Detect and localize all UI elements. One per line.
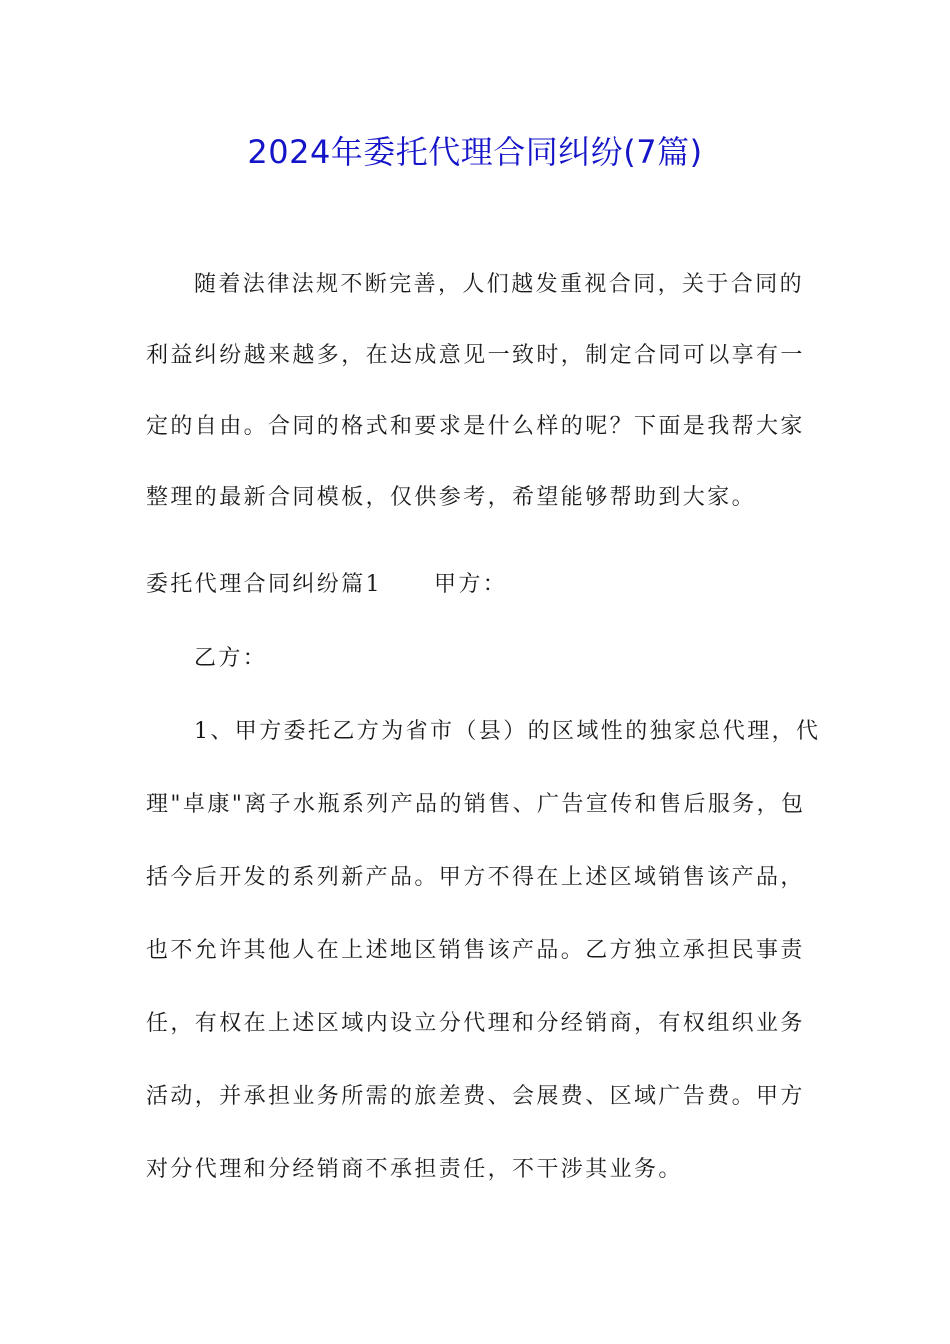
party-b-label: 乙方： [194,646,268,671]
clause-line: 也不允许其他人在上述地区销售该产品。乙方独立承担民事责 [146,938,805,963]
section-heading: 委托代理合同纠纷篇1 [146,572,382,597]
clause-line: 活动，并承担业务所需的旅差费、会展费、区域广告费。甲方 [146,1084,805,1109]
clause-line: 对分代理和分经销商不承担责任，不干涉其业务。 [146,1157,683,1182]
intro-line: 整理的最新合同模板，仅供参考，希望能够帮助到大家。 [146,485,757,510]
party-a-label: 甲方： [434,572,508,597]
intro-line: 随着法律法规不断完善，人们越发重视合同，关于合同的 [194,272,805,297]
clause-line: 括今后开发的系列新产品。甲方不得在上述区域销售该产品， [146,865,805,890]
intro-paragraph [146,270,808,513]
intro-line: 定的自由。合同的格式和要求是什么样的呢？下面是我帮大家 [146,414,805,439]
party-b-row [146,644,808,674]
clause-line: 理"卓康"离子水瓶系列产品的销售、广告宣传和售后服务，包 [146,792,806,817]
document-title: 2024年委托代理合同纠纷(7篇) [247,133,703,171]
section-heading-row [146,570,808,600]
intro-line: 利益纠纷越来越多，在达成意见一致时，制定合同可以享有一 [146,343,805,368]
clause-line: 1、甲方委托乙方为省市（县）的区域性的独家总代理，代 [194,719,821,744]
clause-1-paragraph [146,717,821,1185]
clause-line: 任，有权在上述区域内设立分代理和分经销商，有权组织业务 [146,1011,805,1036]
